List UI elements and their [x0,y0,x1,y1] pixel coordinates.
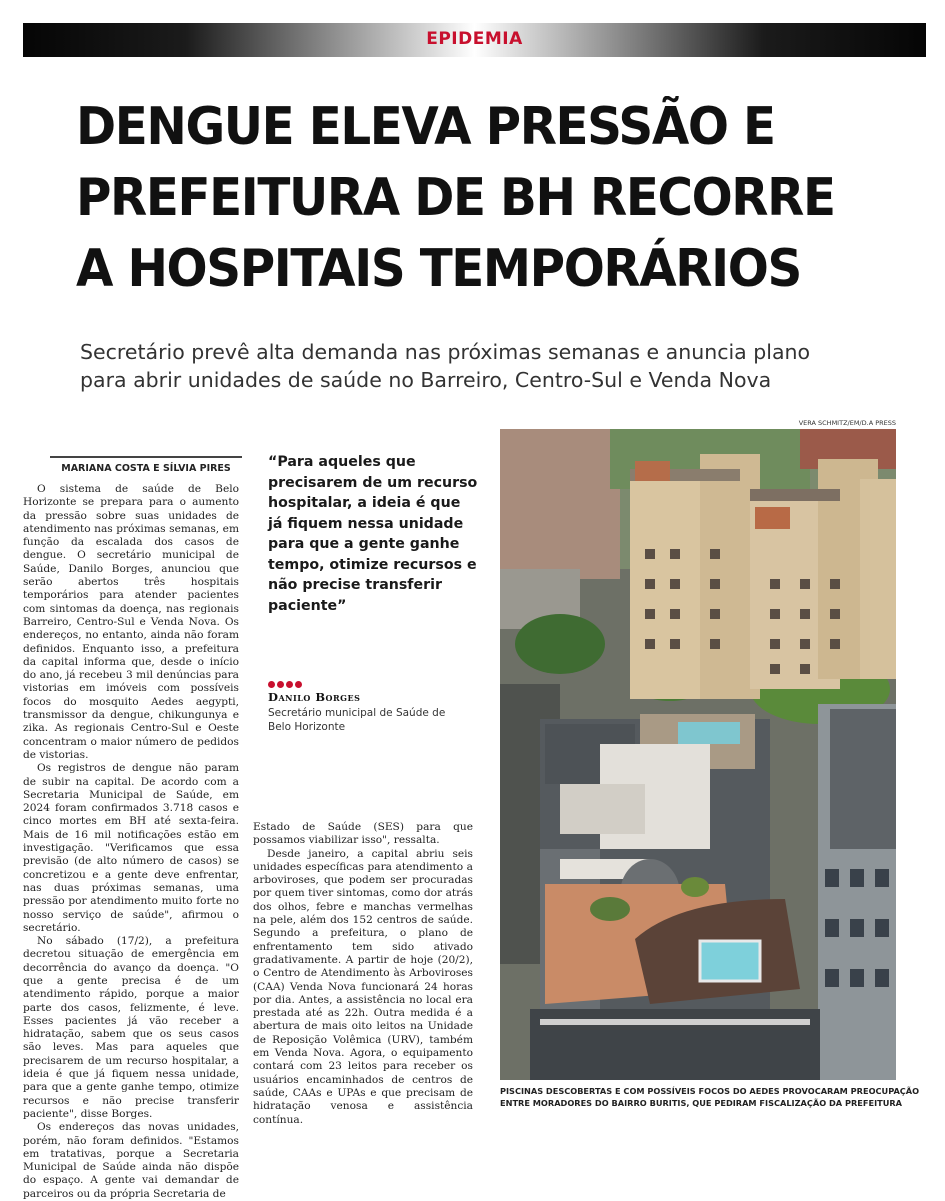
headline-line: A HOSPITAIS TEMPORÁRIOS [76,239,801,299]
aerial-photo [500,429,896,1080]
quote-dots-icon [268,681,302,688]
headline [76,92,835,305]
body-paragraph: Estado de Saúde (SES) para que possamos viabilizar isso", ressalta. [253,821,473,847]
headline-line: PREFEITURA DE BH RECORRE [76,168,835,228]
section-banner [23,23,926,57]
body-paragraph: No sábado (17/2), a prefeitura decretou situação de emergência em decorrência do avanço da doença. "O que a gente precisa é de um atendimento rápido, porque a maior parte dos casos, felizmente, é leve. Esses pacientes já vão receber a hidratação, sabem que os seus casos são leves. Mas para aqueles que precisarem de um recurso hospitalar, a ideia é que já fiquem nessa unidade, para que a gente ganhe tempo, otimize recursos e não precise transferir paciente", disse Borges. [23,935,239,1120]
body-paragraph: Os endereços das novas unidades, porém, não foram definidos. "Estamos em tratativas, porque a Secretaria Municipal de Saúde ainda não dispõe do espaço. A gente vai demandar de parceiros ou da própria Secretaria de [23,1121,239,1200]
body-paragraph: Os registros de dengue não param de subir na capital. De acordo com a Secretaria Municipal de Saúde, em 2024 foram confirmados 3.718 casos e cinco mortes em BH até sexta-feira. Mais de 16 mil notificações estão em investigação. "Verificamos que essa previsão (de alto número de casos) se concretizou e a gente deve enfrentar, nas duas próximas semanas, uma pressão por atendimento muito forte no nosso serviço de saúde", afirmou o secretário. [23,762,239,934]
quote-author: Danilo Borges [268,690,361,704]
headline-line: DENGUE ELEVA PRESSÃO E [76,97,775,157]
subheadline [80,338,880,394]
body-column-2 [253,821,473,1127]
photo-caption [500,1085,920,1109]
section-label: EPIDEMIA [426,29,523,49]
caption-line: ENTRE MORADORES DO BAIRRO BURITIS, QUE PEDIRAM FISCALIZAÇÃO DA PREFEITURA [500,1098,902,1108]
body-paragraph: O sistema de saúde de Belo Horizonte se prepara para o aumento da pressão sobre suas unidades de atendimento nas próximas semanas, em função da escalada dos casos de dengue. O secretário municipal de Saúde, Danilo Borges, anunciou que serão abertos três hospitais temporários para atender pacientes com sintomas da doença, nas regionais Barreiro, Centro-Sul e Venda Nova. Os endereços, no entanto, ainda não foram definidos. Enquanto isso, a prefeitura da capital informa que, desde o início do ano, já recebeu 3 mil denúncias para vistorias em imóveis com possíveis focos do mosquito Aedes aegypti, transmissor da dengue, chikungunya e zika. As regionais Centro-Sul e Oeste concentram o maior número de pedidos de vistorias. [23,483,239,761]
subheadline-line: Secretário prevê alta demanda nas próximas semanas e anuncia plano [80,340,811,364]
byline: MARIANA COSTA E SÍLVIA PIRES [50,456,242,474]
quote-author-role: Secretário municipal de Saúde de Belo Horizonte [268,707,446,733]
pull-quote: “Para aqueles que precisarem de um recurso hospitalar, a ideia é que já fiquem nessa unidade para que a gente ganhe tempo, otimize recursos e não precise transferir paciente” [268,454,478,614]
caption-line: PISCINAS DESCOBERTAS E COM POSSÍVEIS FOCOS DO AEDES PROVOCARAM PREOCUPAÇÃO [500,1086,920,1096]
body-column-1 [23,483,239,1201]
photo-credit: VERA SCHMITZ/EM/D.A PRESS [798,419,896,427]
body-paragraph: Desde janeiro, a capital abriu seis unidades específicas para atendimento a arboviroses, que podem ser procuradas por quem tiver sintomas, como dor atrás dos olhos, febre e manchas vermelhas na pele, além dos 152 centros de saúde. Segundo a prefeitura, o plano de enfrentamento tem sido ativado gradativamente. A partir de hoje (20/2), o Centro de Atendimento às Arboviroses (CAA) Venda Nova funcionará 24 horas por dia. Antes, a assistência no local era prestada até as 22h. Outra medida é a abertura de mais oito leitos na Unidade de Reposição Volêmica (URV), também em Venda Nova. Agora, o equipamento contará com 23 leitos para receber os usuários encaminhados de centros de saúde, CAAs e UPAs e que precisam de hidratação venosa e assistência contínua. [253,847,473,1126]
subheadline-line: para abrir unidades de saúde no Barreiro, Centro-Sul e Venda Nova [80,368,772,392]
